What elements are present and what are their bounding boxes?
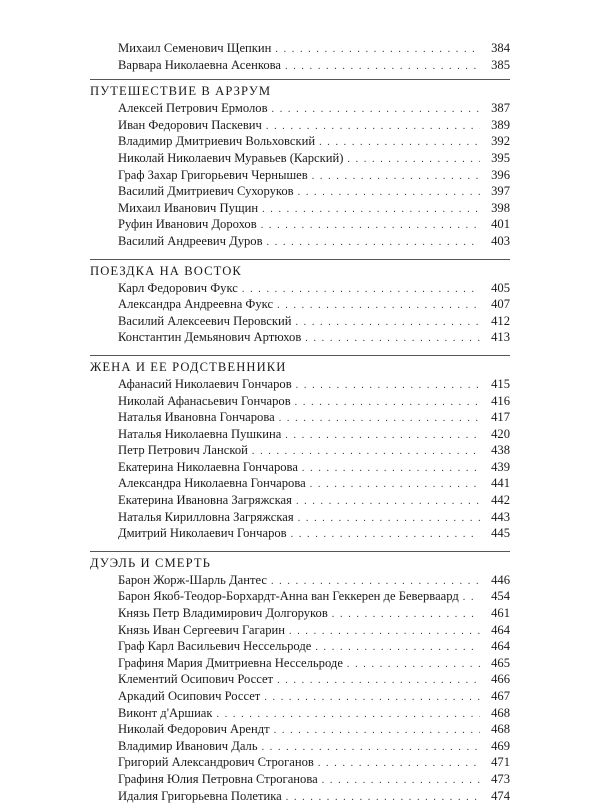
entry-page-number: 466	[491, 672, 510, 687]
entry-page-number: 384	[491, 41, 510, 55]
dot-leader	[261, 218, 480, 235]
entry-name: Николай Федорович Арендт	[118, 722, 270, 737]
dot-leader	[295, 315, 480, 332]
toc-entry	[90, 409, 510, 426]
entry-page-number: 464	[491, 622, 510, 637]
entry-page-number: 469	[491, 738, 510, 753]
lead-entries	[90, 40, 510, 73]
entry-name: Наталья Кирилловна Загряжская	[118, 509, 294, 524]
entry-page-number: 445	[491, 526, 510, 541]
entry-name: Екатерина Ивановна Загряжская	[118, 493, 292, 508]
entry-page-number: 401	[491, 217, 510, 232]
toc-entry	[90, 459, 510, 476]
toc-entry	[90, 622, 510, 639]
entry-page-number: 441	[491, 476, 510, 491]
toc-entry	[90, 788, 510, 805]
dot-leader	[310, 477, 480, 494]
dot-leader	[277, 673, 480, 690]
entry-page-number: 467	[491, 689, 510, 703]
entry-name: Владимир Дмитриевич Вольховский	[118, 134, 316, 149]
entry-page-number: 465	[491, 655, 510, 670]
dot-leader	[285, 59, 480, 76]
entry-name: Василий Алексеевич Перовский	[118, 313, 292, 328]
entry-name: Наталья Николаевна Пушкина	[118, 426, 282, 441]
entry-page-number: 387	[491, 101, 510, 116]
entry-name: Владимир Иванович Даль	[118, 738, 258, 753]
entry-name: Варвара Николаевна Асенкова	[118, 57, 282, 72]
toc-entry	[90, 754, 510, 771]
dot-leader	[272, 102, 480, 119]
entry-name: Карл Федорович Фукс	[118, 280, 238, 295]
dot-leader	[291, 527, 480, 544]
toc-sections	[90, 79, 510, 807]
entry-name: Граф Захар Григорьевич Чернышев	[118, 167, 308, 182]
entry-name: Дмитрий Николаевич Гончаров	[118, 526, 287, 541]
entry-page-number: 395	[491, 150, 510, 165]
entry-name: Иван Федорович Паскевич	[118, 117, 262, 132]
entry-page-number: 396	[491, 167, 510, 182]
entry-name: Клементий Осипович Россет	[118, 672, 274, 687]
toc-entry	[90, 167, 510, 184]
entry-page-number: 471	[491, 755, 510, 770]
entry-name: Михаил Иванович Пущин	[118, 200, 259, 215]
entry-name: Руфин Иванович Дорохов	[118, 217, 257, 232]
toc-entry	[90, 588, 510, 605]
section-title: ПУТЕШЕСТВИЕ В АРЗРУМ	[90, 84, 272, 99]
toc-entry	[90, 655, 510, 672]
dot-leader	[285, 428, 480, 445]
dot-leader	[286, 790, 480, 807]
toc-entry	[90, 100, 510, 117]
toc-entry	[90, 509, 510, 526]
dot-leader	[289, 624, 480, 641]
toc-entry	[90, 688, 510, 705]
entry-page-number: 413	[491, 330, 510, 345]
toc-entry	[90, 393, 510, 410]
dot-leader	[262, 202, 480, 219]
entry-page-number: 385	[491, 57, 510, 72]
toc-entry	[90, 721, 510, 738]
toc-entry	[90, 233, 510, 250]
entry-name: Графиня Мария Дмитриевна Нессельроде	[118, 655, 343, 670]
entry-page-number: 397	[491, 184, 510, 199]
entry-page-number: 416	[491, 393, 510, 408]
toc-entry	[90, 280, 510, 297]
toc-entry	[90, 329, 510, 346]
dot-leader	[264, 690, 480, 707]
entry-page-number: 446	[491, 572, 510, 587]
toc-section	[90, 259, 510, 349]
toc-entry	[90, 671, 510, 688]
entry-name: Виконт д'Аршиак	[118, 705, 213, 720]
entry-page-number: 392	[491, 134, 510, 149]
entry-page-number: 398	[491, 200, 510, 215]
toc-entry	[90, 705, 510, 722]
toc-section	[90, 79, 510, 252]
entry-name: Василий Андреевич Дуров	[118, 233, 263, 248]
entry-page-number: 474	[491, 788, 510, 803]
toc-entry	[90, 57, 510, 74]
entry-page-number: 461	[491, 606, 510, 621]
dot-leader	[242, 282, 480, 299]
entry-name: Барон Жорж-Шарль Дантес	[118, 572, 267, 587]
dot-leader	[332, 607, 480, 624]
entry-name: Николай Николаевич Муравьев (Карский)	[118, 150, 344, 165]
section-title: ДУЭЛЬ И СМЕРТЬ	[90, 555, 211, 570]
entry-name: Григорий Александрович Строганов	[118, 755, 314, 770]
toc-entry	[90, 183, 510, 200]
toc-section	[90, 355, 510, 545]
toc-entry	[90, 492, 510, 509]
entry-page-number: 420	[491, 426, 510, 441]
dot-leader	[298, 511, 480, 528]
dot-leader	[274, 723, 480, 740]
entry-page-number: 389	[491, 117, 510, 132]
dot-leader	[305, 331, 480, 348]
toc-entry	[90, 572, 510, 589]
toc-entry	[90, 376, 510, 393]
dot-leader	[347, 152, 480, 169]
section-title: ЖЕНА И ЕЕ РОДСТВЕННИКИ	[90, 359, 287, 374]
toc-entry	[90, 216, 510, 233]
dot-leader	[296, 378, 480, 395]
entry-name: Князь Иван Сергеевич Гагарин	[118, 622, 286, 637]
toc-entry	[90, 638, 510, 655]
dot-leader	[298, 185, 480, 202]
dot-leader	[295, 395, 480, 412]
entry-name: Князь Петр Владимирович Долгоруков	[118, 606, 328, 621]
entry-page-number: 468	[491, 705, 510, 720]
toc-entry	[90, 442, 510, 459]
entry-page-number: 442	[491, 493, 510, 508]
dot-leader	[463, 590, 480, 607]
entry-name: Графиня Юлия Петровна Строганова	[118, 771, 318, 786]
entry-name: Екатерина Николаевна Гончарова	[118, 459, 298, 474]
entry-name: Василий Дмитриевич Сухоруков	[118, 184, 294, 199]
entry-page-number: 464	[491, 639, 510, 654]
toc-entry	[90, 525, 510, 542]
entry-name: Михаил Семенович Щепкин	[118, 41, 272, 55]
entry-name: Алексей Петрович Ермолов	[118, 101, 268, 116]
dot-leader	[312, 169, 480, 186]
toc-entry	[90, 296, 510, 313]
entry-page-number: 405	[491, 280, 510, 295]
dot-leader	[279, 411, 480, 428]
dot-leader	[267, 235, 480, 252]
section-title: ПОЕЗДКА НА ВОСТОК	[90, 263, 242, 278]
dot-leader	[302, 461, 480, 478]
entry-page-number: 417	[491, 410, 510, 425]
dot-leader	[277, 298, 480, 315]
toc-entry	[90, 40, 510, 57]
toc-section	[90, 551, 510, 807]
toc-entry	[90, 200, 510, 217]
toc-entry	[90, 426, 510, 443]
dot-leader	[318, 756, 480, 773]
entry-page-number: 415	[491, 376, 510, 391]
toc-entry	[90, 605, 510, 622]
toc-entry	[90, 150, 510, 167]
entry-page-number: 407	[491, 297, 510, 312]
entry-name: Аркадий Осипович Россет	[118, 689, 261, 703]
table-of-contents	[90, 40, 510, 807]
entry-name: Николай Афанасьевич Гончаров	[118, 393, 291, 408]
entry-name: Барон Якоб-Теодор-Борхардт-Анна ван Геккерен де Беверваард	[118, 589, 459, 604]
entry-page-number: 439	[491, 459, 510, 474]
toc-entry	[90, 133, 510, 150]
dot-leader	[347, 657, 480, 674]
entry-name: Граф Карл Васильевич Нессельроде	[118, 639, 312, 654]
toc-entry	[90, 738, 510, 755]
dot-leader	[322, 773, 480, 790]
toc-entry	[90, 771, 510, 788]
toc-entry	[90, 313, 510, 330]
entry-name: Александра Николаевна Гончарова	[118, 476, 306, 491]
entry-name: Идалия Григорьевна Полетика	[118, 788, 282, 803]
entry-name: Константин Демьянович Артюхов	[118, 330, 302, 345]
entry-page-number: 412	[491, 313, 510, 328]
entry-name: Афанасий Николаевич Гончаров	[118, 376, 292, 391]
entry-page-number: 473	[491, 771, 510, 786]
toc-entry	[90, 117, 510, 134]
entry-page-number: 443	[491, 509, 510, 524]
entry-name: Наталья Ивановна Гончарова	[118, 410, 275, 425]
entry-page-number: 403	[491, 233, 510, 248]
toc-entry	[90, 475, 510, 492]
entry-name: Александра Андреевна Фукс	[118, 297, 274, 312]
entry-page-number: 454	[491, 589, 510, 604]
dot-leader	[296, 494, 480, 511]
entry-page-number: 468	[491, 722, 510, 737]
dot-leader	[275, 42, 480, 59]
entry-page-number: 438	[491, 443, 510, 458]
entry-name: Петр Петрович Ланской	[118, 443, 248, 458]
